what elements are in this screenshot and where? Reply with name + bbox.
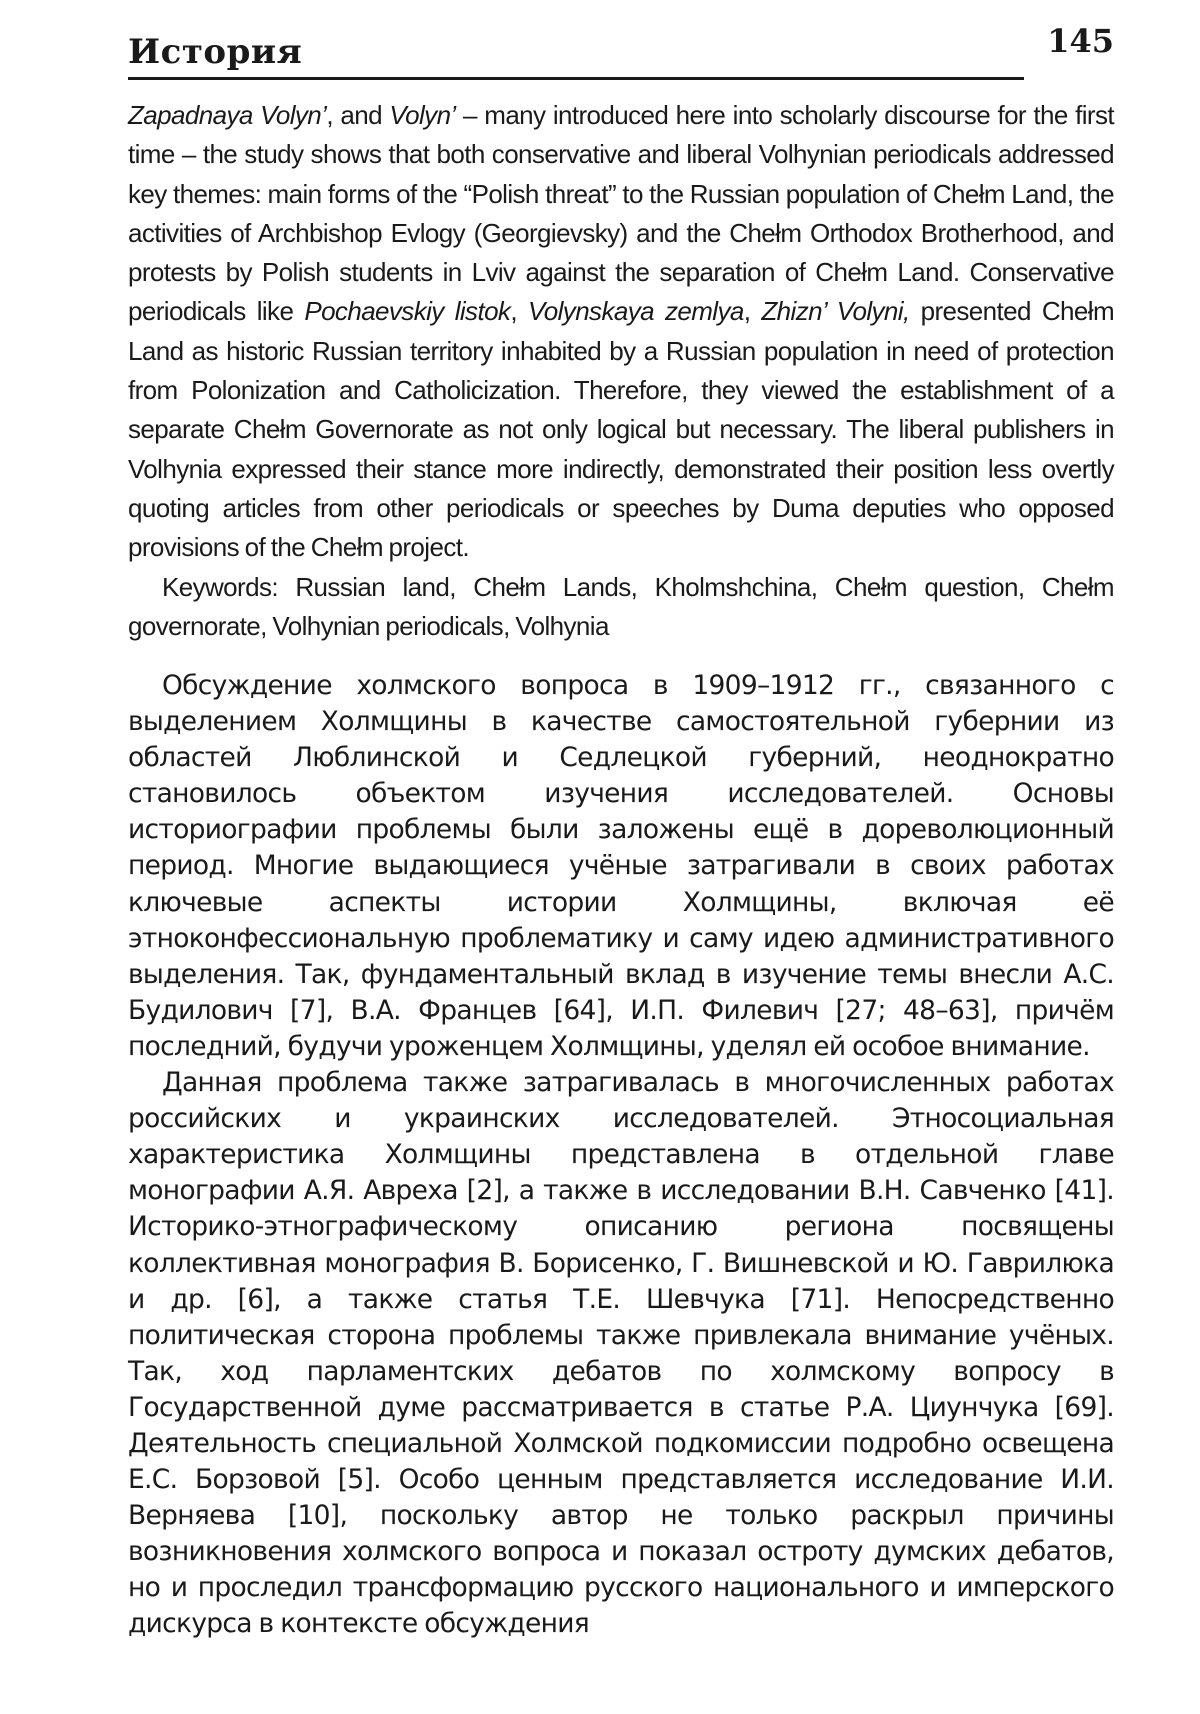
english-abstract [128,96,1114,646]
article-body [128,668,1114,1643]
keywords: Keywords: Russian land, Chełm Lands, Kholmshchina, Chełm question, Chełm governorate, Volhynian periodicals, Volhynia [128,571,1114,641]
abstract-paragraph [128,96,1114,568]
abstract-text: , and [326,100,390,130]
abstract-text: presented Chełm Land as historic Russian territory inhabited by a Russian population in need of protection from Polonization and Catholicization. Therefore, they viewed the establishment of a separate Chełm Governorate as not only logical but necessary. The liberal publishers in Volhynia expressed their stance more indirectly, demonstrated their position less overtly quoting articles from other periodicals or speeches by Duma deputies who opposed provisions of the Chełm project. [128,296,1115,563]
page-number: 145 [1047,22,1114,60]
header-rule [128,77,1024,80]
periodical-title: Pochaevskiy listok [304,296,511,327]
periodical-title: Zapadnaya Volyn’ [128,100,327,130]
running-header [128,22,1114,80]
abstract-text: , [743,296,762,327]
abstract-text: – many introduced here into scholarly discourse for the first time – the study shows that both conservative and liberal Volhynian periodicals addressed key themes: main forms of the “Polish threat” to the Russian population of Chełm Land, the activities of Archbishop Evlogy (Georgievsky) and the Chełm Orthodox Brotherhood, and protests by Polish students in Lviv against the separation of Chełm Land. Conservative periodicals like [128,100,1115,327]
abstract-text: , [510,296,528,327]
periodical-title: Volynskaya zemlya [527,296,744,327]
section-title: История [128,32,303,72]
body-paragraph-2: Данная проблема также затрагивалась в многочисленных работах российских и украинских исследователей. Этносоциальная характеристика Холмщины представлена в отдельной главе монографии А.Я. Авреха [2], а также в исследовании В.Н. Савченко [41]. Историко-этнографическому описанию региона посвящены коллективная монография В. Борисенко, Г. Вишневской и Ю. Гаврилюка и др. [6], а также статья Т.Е. Шевчука [71]. Непосредственно политическая сторона проблемы также привлекала внимание учёных. Так, ход парламентских дебатов по холмскому вопросу в Государственной думе рассматривается в статье Р.А. Циунчука [69]. Деятельность специальной Холмской подкомиссии подробно освещена Е.С. Борзовой [5]. Особо ценным представляется исследование И.И. Верняева [10], поскольку автор не только раскрыл причины возникновения холмского вопроса и показал остроту думских дебатов, но и проследил трансформацию русского национального и имперского дискурса в контексте обсуждения [128,1067,1114,1640]
periodical-title: Zhizn’ Volyni, [761,296,910,327]
periodical-title: Volyn’ [389,100,456,130]
body-paragraph-1: Обсуждение холмского вопроса в 1909–1912 гг., связанного с выделением Холмщины в качестве самостоятельной губернии из областей Люблинской и Седлецкой губерний, неоднократно становилось объектом изучения исследователей. Основы историографии проблемы были заложены ещё в дореволюционный период. Многие выдающиеся учёные затрагивали в своих работах ключевые аспекты истории Холмщины, включая её этноконфессиональную проблематику и саму идею административного выделения. Так, фундаментальный вклад в изучение темы внесли А.С. Будилович [7], В.А. Францев [64], И.П. Филевич [27; 48–63], причём последний, будучи уроженцем Холмщины, уделял ей особое внимание. [128,670,1114,1062]
